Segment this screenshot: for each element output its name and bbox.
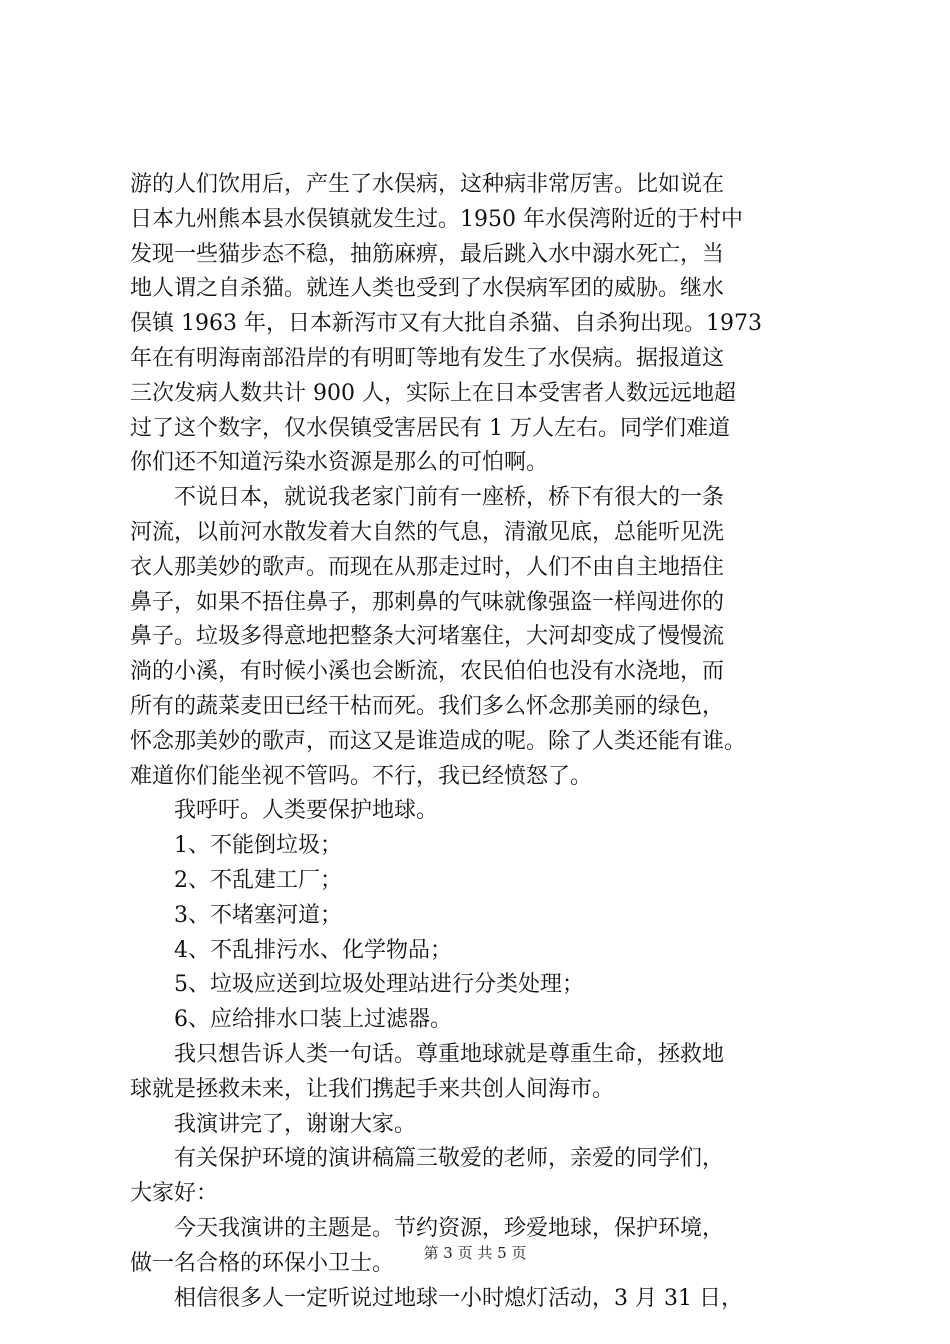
list-item: 3、不堵塞河道；: [174, 902, 342, 928]
list-item: 6、应给排水口装上过滤器。: [174, 1007, 452, 1033]
text-line: 游的人们饮用后，产生了水俣病，这种病非常厉害。比如说在: [130, 172, 725, 197]
paragraph-thanks: [130, 1108, 830, 1143]
text-line: 淌的小溪，有时候小溪也会断流，农民伯伯也没有水浇地，而: [130, 659, 725, 685]
text-line: 你们还不知道污染水资源是那么的可怕啊。: [130, 450, 549, 476]
text-line: 俣镇 1963 年，日本新泻市又有大批自杀猫、自杀狗出现。1973: [130, 311, 762, 337]
page-number-footer: 第 3 页 共 5 页: [423, 1244, 527, 1262]
text-line: 难道你们能坐视不管吗。不行，我已经愤怒了。: [130, 763, 593, 789]
text-line: 发现一些猫步态不稳，抽筋麻痹，最后跳入水中溺水死亡，当: [130, 241, 725, 267]
text-line: 鼻子。垃圾多得意地把整条大河堵塞住，大河却变成了慢慢流: [130, 624, 725, 650]
text-line: 衣人那美妙的歌声。而现在从那走过时，人们不由自主地捂住: [130, 554, 725, 580]
text-line: 我只想告诉人类一句话。尊重地球就是尊重生命，拯救地: [174, 1041, 725, 1067]
text-line: 河流，以前河水散发着大自然的气息，清澈见底，总能听见洗: [130, 519, 725, 545]
list-item: 2、不乱建工厂；: [174, 867, 342, 893]
numbered-list: [130, 829, 830, 1038]
text-line: 相信很多人一定听说过地球一小时熄灯活动，3 月 31 日，: [174, 1285, 743, 1311]
paragraph-speech-three-greeting: [130, 1142, 830, 1212]
text-line: 年在有明海南部沿岸的有明町等地有发生了水俣病。据报道这: [130, 345, 725, 371]
text-line: 怀念那美妙的歌声，而这又是谁造成的呢。除了人类还能有谁。: [130, 728, 747, 754]
text-line: 三次发病人数共计 900 人，实际上在日本受害者人数远远地超: [130, 380, 736, 406]
paragraph-message: [130, 1038, 830, 1108]
list-item: 4、不乱排污水、化学物品；: [174, 937, 452, 963]
text-line: 有关保护环境的演讲稿篇三敬爱的老师，亲爱的同学们，: [174, 1146, 725, 1172]
text-line: 鼻子，如果不捂住鼻子，那刺鼻的气味就像强盗一样闯进你的: [130, 589, 725, 615]
text-line: 我演讲完了，谢谢大家。: [174, 1111, 417, 1137]
paragraph-hometown-river: [130, 481, 830, 794]
text-line: 日本九州熊本县水俣镇就发生过。1950 年水俣湾附近的于村中: [130, 206, 743, 232]
text-line: 地人谓之自杀猫。就连人类也受到了水俣病军团的威胁。继水: [130, 276, 725, 302]
text-line: 做一名合格的环保小卫士。: [130, 1250, 395, 1276]
text-line: 所有的蔬菜麦田已经干枯而死。我们多么怀念那美丽的绿色，: [130, 693, 725, 719]
list-item: 1、不能倒垃圾；: [174, 833, 342, 859]
document-body: [130, 168, 830, 1316]
text-line: 不说日本，就说我老家门前有一座桥，桥下有很大的一条: [174, 485, 725, 511]
paragraph-minamata: [130, 168, 830, 481]
text-line: 过了这个数字，仅水俣镇受害居民有 1 万人左右。同学们难道: [130, 415, 730, 441]
text-line: 球就是拯救未来，让我们携起手来共创人间海市。: [130, 1076, 615, 1102]
text-line: 今天我演讲的主题是。节约资源，珍爱地球，保护环境，: [174, 1215, 725, 1241]
text-line: 大家好：: [130, 1181, 219, 1207]
paragraph-earth-hour: [130, 1282, 830, 1317]
paragraph-appeal: [130, 794, 830, 829]
list-item: 5、垃圾应送到垃圾处理站进行分类处理；: [174, 972, 584, 998]
text-line: 我呼吁。人类要保护地球。: [174, 798, 439, 824]
